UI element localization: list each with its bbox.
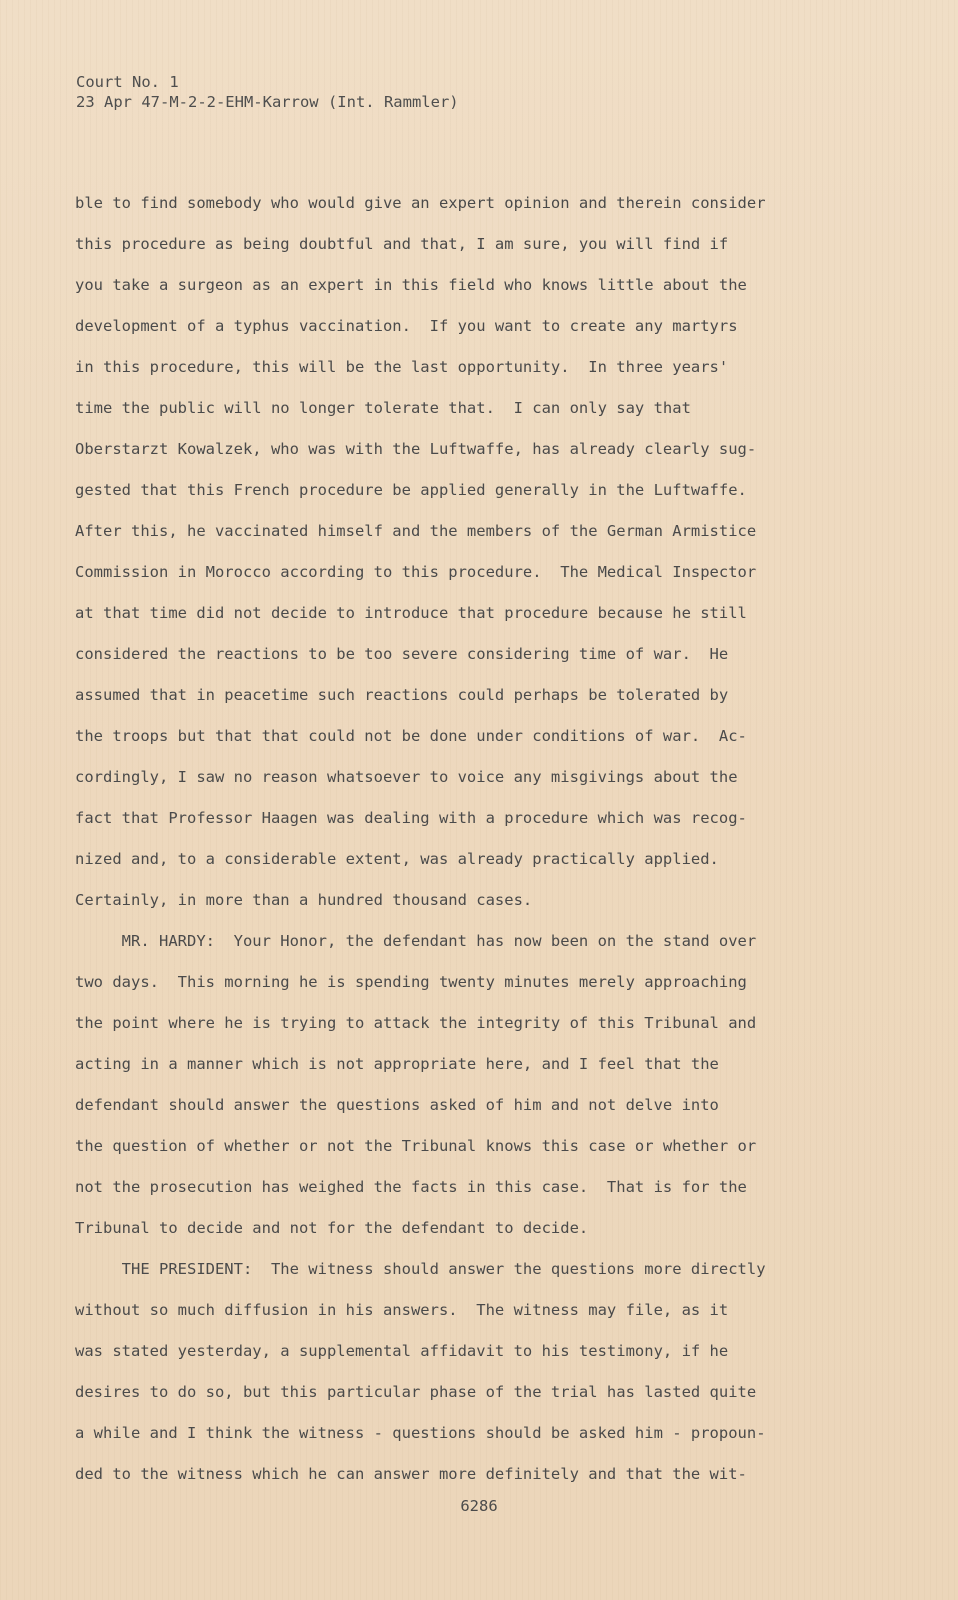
transcript-line: at that time did not decide to introduce that procedure because he still	[75, 604, 747, 622]
transcript-line: the question of whether or not the Tribunal knows this case or whether or	[75, 1137, 757, 1155]
session-reference: 23 Apr 47-M-2-2-EHM-Karrow (Int. Rammler)	[76, 93, 459, 111]
page-number: 6286	[460, 1497, 498, 1515]
transcript-line: cordingly, I saw no reason whatsoever to voice any misgivings about the	[75, 768, 738, 786]
transcript-line: development of a typhus vaccination. If you want to create any martyrs	[75, 317, 738, 335]
transcript-line: acting in a manner which is not appropriate here, and I feel that the	[75, 1055, 719, 1073]
transcript-line: Certainly, in more than a hundred thousand cases.	[75, 891, 533, 909]
transcript-line: assumed that in peacetime such reactions could perhaps be tolerated by	[75, 686, 729, 704]
transcript-line: Oberstarzt Kowalzek, who was with the Luftwaffe, has already clearly sug-	[75, 440, 757, 458]
transcript-body	[75, 193, 875, 1505]
transcript-line: two days. This morning he is spending twenty minutes merely approaching	[75, 973, 747, 991]
transcript-line: a while and I think the witness - questions should be asked him - propoun-	[75, 1424, 766, 1442]
transcript-line: fact that Professor Haagen was dealing with a procedure which was recog-	[75, 809, 747, 827]
transcript-line: THE PRESIDENT: The witness should answer the questions more directly	[75, 1260, 766, 1278]
transcript-line: was stated yesterday, a supplemental affidavit to his testimony, if he	[75, 1342, 729, 1360]
transcript-line: time the public will no longer tolerate that. I can only say that	[75, 399, 691, 417]
transcript-line: Tribunal to decide and not for the defendant to decide.	[75, 1219, 589, 1237]
transcript-line: gested that this French procedure be applied generally in the Luftwaffe.	[75, 481, 747, 499]
transcript-line: the point where he is trying to attack the integrity of this Tribunal and	[75, 1014, 757, 1032]
transcript-line: After this, he vaccinated himself and the members of the German Armistice	[75, 522, 757, 540]
transcript-line: considered the reactions to be too severe considering time of war. He	[75, 645, 729, 663]
transcript-line: ble to find somebody who would give an expert opinion and therein consider	[75, 194, 766, 212]
transcript-line: Commission in Morocco according to this procedure. The Medical Inspector	[75, 563, 757, 581]
transcript-line: MR. HARDY: Your Honor, the defendant has now been on the stand over	[75, 932, 757, 950]
transcript-line: desires to do so, but this particular phase of the trial has lasted quite	[75, 1383, 757, 1401]
transcript-line: without so much diffusion in his answers. The witness may file, as it	[75, 1301, 729, 1319]
transcript-line: ded to the witness which he can answer more definitely and that the wit-	[75, 1465, 747, 1483]
page-header	[76, 72, 459, 112]
transcript-line: not the prosecution has weighed the facts in this case. That is for the	[75, 1178, 747, 1196]
court-number: Court No. 1	[76, 73, 179, 91]
transcript-line: nized and, to a considerable extent, was already practically applied.	[75, 850, 719, 868]
transcript-line: defendant should answer the questions asked of him and not delve into	[75, 1096, 719, 1114]
transcript-line: this procedure as being doubtful and that, I am sure, you will find if	[75, 235, 729, 253]
transcript-line: you take a surgeon as an expert in this field who knows little about the	[75, 276, 747, 294]
transcript-line: the troops but that that could not be done under conditions of war. Ac-	[75, 727, 747, 745]
transcript-line: in this procedure, this will be the last opportunity. In three years'	[75, 358, 729, 376]
